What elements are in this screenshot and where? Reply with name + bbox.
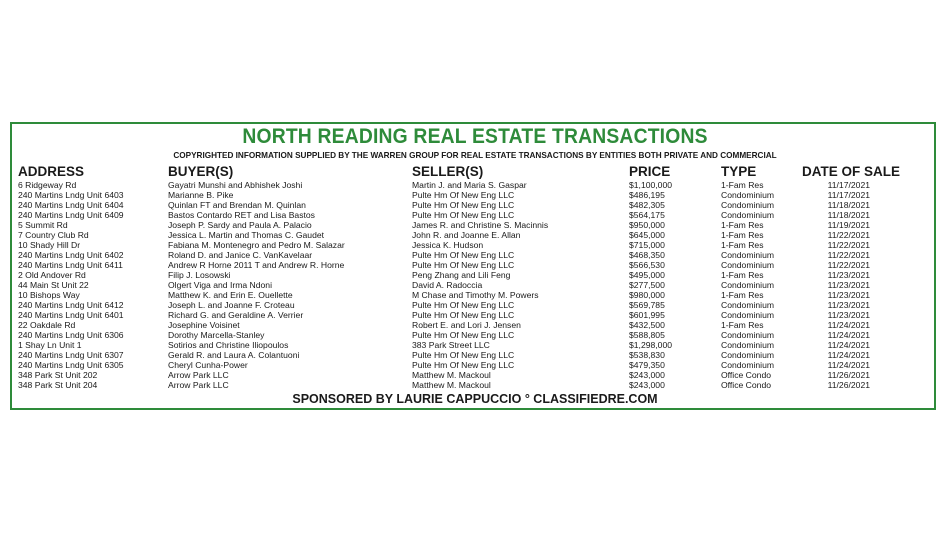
cell-buyer: Richard G. and Geraldine A. Verrier bbox=[168, 310, 304, 320]
cell-buyer: Andrew R Horne 2011 T and Andrew R. Horne bbox=[168, 260, 345, 270]
cell-seller: David A. Radoccia bbox=[412, 280, 483, 290]
cell-type: Condominium bbox=[721, 200, 775, 210]
header-type: TYPE bbox=[721, 164, 757, 179]
table-row bbox=[0, 370, 950, 380]
cell-price: $1,100,000 bbox=[629, 180, 673, 190]
table-header bbox=[0, 164, 950, 180]
table-row bbox=[0, 230, 950, 240]
cell-buyer: Roland D. and Janice C. VanKavelaar bbox=[168, 250, 313, 260]
cell-type: Condominium bbox=[721, 300, 775, 310]
cell-address: 348 Park St Unit 204 bbox=[18, 380, 98, 390]
table-row bbox=[0, 200, 950, 210]
cell-buyer: Gerald R. and Laura A. Colantuoni bbox=[168, 350, 300, 360]
cell-date: 11/23/2021 bbox=[827, 270, 870, 280]
table-row bbox=[0, 330, 950, 340]
cell-date: 11/22/2021 bbox=[827, 250, 870, 260]
header-sellers: SELLER(S) bbox=[412, 164, 484, 179]
cell-type: 1-Fam Res bbox=[721, 320, 764, 330]
header-address: ADDRESS bbox=[18, 164, 85, 179]
cell-address: 240 Martins Lndg Unit 6411 bbox=[18, 260, 123, 270]
cell-price: $1,298,000 bbox=[629, 340, 673, 350]
header-price: PRICE bbox=[629, 164, 671, 179]
cell-seller: Pulte Hm Of New Eng LLC bbox=[412, 250, 515, 260]
cell-price: $277,500 bbox=[629, 280, 665, 290]
cell-seller: Martin J. and Maria S. Gaspar bbox=[412, 180, 527, 190]
cell-date: 11/23/2021 bbox=[827, 310, 870, 320]
cell-type: Office Condo bbox=[721, 380, 772, 390]
cell-price: $495,000 bbox=[629, 270, 665, 280]
cell-date: 11/18/2021 bbox=[827, 210, 870, 220]
cell-price: $482,305 bbox=[629, 200, 665, 210]
cell-date: 11/26/2021 bbox=[827, 370, 870, 380]
cell-address: 240 Martins Lndg Unit 6404 bbox=[18, 200, 124, 210]
cell-buyer: Olgert Viga and Irma Ndoni bbox=[168, 280, 272, 290]
cell-type: Condominium bbox=[721, 210, 775, 220]
cell-seller: Pulte Hm Of New Eng LLC bbox=[412, 310, 515, 320]
cell-address: 240 Martins Lndg Unit 6307 bbox=[18, 350, 124, 360]
header-date: DATE OF SALE bbox=[802, 164, 901, 179]
cell-price: $243,000 bbox=[629, 370, 665, 380]
cell-address: 22 Oakdale Rd bbox=[18, 320, 76, 330]
table-row bbox=[0, 380, 950, 390]
cell-address: 44 Main St Unit 22 bbox=[18, 280, 89, 290]
cell-price: $645,000 bbox=[629, 230, 665, 240]
table-row bbox=[0, 280, 950, 290]
cell-date: 11/23/2021 bbox=[827, 290, 870, 300]
cell-seller: James R. and Christine S. Macinnis bbox=[412, 220, 549, 230]
cell-price: $566,530 bbox=[629, 260, 665, 270]
cell-type: 1-Fam Res bbox=[721, 270, 764, 280]
table-row bbox=[0, 210, 950, 220]
cell-type: Condominium bbox=[721, 280, 775, 290]
table-row bbox=[0, 340, 950, 350]
cell-address: 10 Bishops Way bbox=[18, 290, 80, 300]
cell-seller: Peng Zhang and Lili Feng bbox=[412, 270, 511, 280]
cell-type: Condominium bbox=[721, 360, 775, 370]
table-row bbox=[0, 320, 950, 330]
cell-seller: 383 Park Street LLC bbox=[412, 340, 490, 350]
table-row bbox=[0, 180, 950, 190]
cell-seller: M Chase and Timothy M. Powers bbox=[412, 290, 539, 300]
table-row bbox=[0, 220, 950, 230]
cell-buyer: Marianne B. Pike bbox=[168, 190, 234, 200]
transactions-table bbox=[0, 180, 950, 390]
cell-buyer: Joseph L. and Joanne F. Croteau bbox=[168, 300, 295, 310]
cell-type: Condominium bbox=[721, 310, 775, 320]
cell-address: 1 Shay Ln Unit 1 bbox=[18, 340, 82, 350]
cell-type: Condominium bbox=[721, 190, 775, 200]
cell-price: $243,000 bbox=[629, 380, 665, 390]
cell-price: $564,175 bbox=[629, 210, 665, 220]
cell-seller: Matthew M. Mackoul bbox=[412, 380, 491, 390]
cell-type: Condominium bbox=[721, 330, 775, 340]
cell-seller: John R. and Joanne E. Allan bbox=[412, 230, 521, 240]
cell-address: 240 Martins Lndg Unit 6305 bbox=[18, 360, 124, 370]
cell-seller: Robert E. and Lori J. Jensen bbox=[412, 320, 521, 330]
cell-price: $950,000 bbox=[629, 220, 665, 230]
cell-buyer: Josephine Voisinet bbox=[168, 320, 240, 330]
cell-date: 11/19/2021 bbox=[827, 220, 870, 230]
table-row bbox=[0, 190, 950, 200]
cell-address: 348 Park St Unit 202 bbox=[18, 370, 98, 380]
cell-date: 11/26/2021 bbox=[827, 380, 870, 390]
cell-address: 240 Martins Lndg Unit 6409 bbox=[18, 210, 124, 220]
cell-date: 11/24/2021 bbox=[827, 350, 870, 360]
table-row bbox=[0, 360, 950, 370]
table-row bbox=[0, 290, 950, 300]
cell-buyer: Jessica L. Martin and Thomas C. Gaudet bbox=[168, 230, 325, 240]
cell-type: 1-Fam Res bbox=[721, 290, 764, 300]
table-row bbox=[0, 350, 950, 360]
cell-seller: Jessica K. Hudson bbox=[412, 240, 484, 250]
cell-buyer: Matthew K. and Erin E. Ouellette bbox=[168, 290, 293, 300]
cell-price: $588,805 bbox=[629, 330, 665, 340]
table-row bbox=[0, 250, 950, 260]
header-buyers: BUYER(S) bbox=[168, 164, 234, 179]
cell-type: 1-Fam Res bbox=[721, 240, 764, 250]
table-row bbox=[0, 240, 950, 250]
cell-address: 240 Martins Lndg Unit 6401 bbox=[18, 310, 124, 320]
cell-address: 240 Martins Lndg Unit 6403 bbox=[18, 190, 124, 200]
cell-price: $601,995 bbox=[629, 310, 665, 320]
cell-buyer: Bastos Contardo RET and Lisa Bastos bbox=[168, 210, 315, 220]
cell-buyer: Filip J. Losowski bbox=[168, 270, 231, 280]
table-row bbox=[0, 270, 950, 280]
cell-type: Condominium bbox=[721, 250, 775, 260]
cell-seller: Pulte Hm Of New Eng LLC bbox=[412, 300, 515, 310]
cell-price: $715,000 bbox=[629, 240, 665, 250]
cell-seller: Pulte Hm Of New Eng LLC bbox=[412, 360, 515, 370]
table-row bbox=[0, 260, 950, 270]
page-subtitle: COPYRIGHTED INFORMATION SUPPLIED BY THE WARREN GROUP FOR REAL ESTATE TRANSACTIONS BY ENTITIES BOTH PRIVATE AND COMMERCIAL bbox=[173, 151, 777, 160]
table-row bbox=[0, 300, 950, 310]
cell-seller: Matthew M. Mackoul bbox=[412, 370, 491, 380]
cell-address: 240 Martins Lndg Unit 6412 bbox=[18, 300, 124, 310]
cell-buyer: Cheryl Cunha-Power bbox=[168, 360, 248, 370]
cell-seller: Pulte Hm Of New Eng LLC bbox=[412, 260, 515, 270]
cell-buyer: Joseph P. Sardy and Paula A. Palacio bbox=[168, 220, 312, 230]
cell-price: $479,350 bbox=[629, 360, 665, 370]
cell-type: Office Condo bbox=[721, 370, 772, 380]
cell-price: $432,500 bbox=[629, 320, 665, 330]
cell-address: 5 Summit Rd bbox=[18, 220, 68, 230]
cell-seller: Pulte Hm Of New Eng LLC bbox=[412, 350, 515, 360]
cell-seller: Pulte Hm Of New Eng LLC bbox=[412, 210, 515, 220]
cell-type: 1-Fam Res bbox=[721, 180, 764, 190]
cell-type: 1-Fam Res bbox=[721, 230, 764, 240]
cell-price: $538,830 bbox=[629, 350, 665, 360]
cell-date: 11/22/2021 bbox=[827, 240, 870, 250]
table-row bbox=[0, 310, 950, 320]
cell-buyer: Dorothy Marcella-Stanley bbox=[168, 330, 265, 340]
cell-date: 11/22/2021 bbox=[827, 230, 870, 240]
cell-date: 11/22/2021 bbox=[827, 260, 870, 270]
cell-address: 10 Shady Hill Dr bbox=[18, 240, 81, 250]
cell-price: $468,350 bbox=[629, 250, 665, 260]
cell-date: 11/24/2021 bbox=[827, 360, 870, 370]
cell-type: Condominium bbox=[721, 340, 775, 350]
cell-date: 11/24/2021 bbox=[827, 320, 870, 330]
cell-type: Condominium bbox=[721, 350, 775, 360]
cell-buyer: Fabiana M. Montenegro and Pedro M. Salazar bbox=[168, 240, 345, 250]
cell-price: $486,195 bbox=[629, 190, 665, 200]
cell-buyer: Gayatri Munshi and Abhishek Joshi bbox=[168, 180, 303, 190]
cell-type: Condominium bbox=[721, 260, 775, 270]
page-title: NORTH READING REAL ESTATE TRANSACTIONS bbox=[242, 125, 708, 148]
cell-price: $980,000 bbox=[629, 290, 665, 300]
cell-date: 11/24/2021 bbox=[827, 330, 870, 340]
cell-seller: Pulte Hm Of New Eng LLC bbox=[412, 190, 515, 200]
cell-address: 240 Martins Lndg Unit 6306 bbox=[18, 330, 124, 340]
cell-date: 11/18/2021 bbox=[827, 200, 870, 210]
cell-address: 2 Old Andover Rd bbox=[18, 270, 86, 280]
cell-date: 11/23/2021 bbox=[827, 280, 870, 290]
cell-seller: Pulte Hm Of New Eng LLC bbox=[412, 330, 515, 340]
sponsor-footer: SPONSORED BY LAURIE CAPPUCCIO ° CLASSIFIEDRE.COM bbox=[292, 392, 658, 406]
cell-buyer: Arrow Park LLC bbox=[168, 370, 229, 380]
cell-address: 7 Country Club Rd bbox=[18, 230, 89, 240]
cell-type: 1-Fam Res bbox=[721, 220, 764, 230]
cell-price: $569,785 bbox=[629, 300, 665, 310]
cell-date: 11/24/2021 bbox=[827, 340, 870, 350]
cell-seller: Pulte Hm Of New Eng LLC bbox=[412, 200, 515, 210]
cell-address: 6 Ridgeway Rd bbox=[18, 180, 77, 190]
cell-date: 11/17/2021 bbox=[827, 180, 870, 190]
cell-buyer: Quinlan FT and Brendan M. Quinlan bbox=[168, 200, 306, 210]
cell-buyer: Arrow Park LLC bbox=[168, 380, 229, 390]
cell-date: 11/17/2021 bbox=[827, 190, 870, 200]
cell-address: 240 Martins Lndg Unit 6402 bbox=[18, 250, 124, 260]
cell-date: 11/23/2021 bbox=[827, 300, 870, 310]
cell-buyer: Sotirios and Christine Iliopoulos bbox=[168, 340, 289, 350]
